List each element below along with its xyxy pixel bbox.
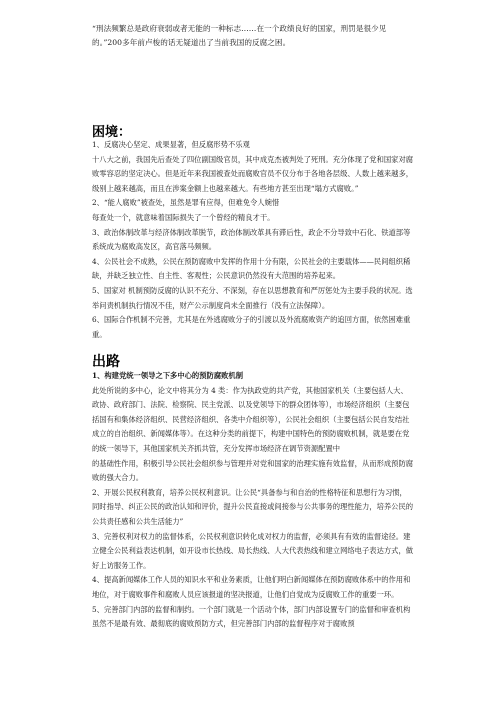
way-out-item: 3、完善权利对权力的监督体系，公民权利意识转化成对权力的监督，必须具有有效的监督途径。建立健全公民利益表达机制，如开设市长热线、局长热线、人大代表热线和建立网络电子表达方式，做好上访服务工作。 bbox=[92, 531, 414, 570]
difficulties-list bbox=[92, 138, 414, 342]
difficulty-item: 2、“能人腐败”被查处，虽然是罪有应得，但难免令人婉惜 bbox=[92, 198, 280, 208]
difficulties-heading: 困境： bbox=[92, 125, 132, 140]
difficulty-item: 5、国家对 机制预防反腐的认识不充分、不深刻，存在以思想教育和严厉惩处为主要手段的状况。选举问责机制执行情况不佳，财产公示制度尚未全面推行（没有立法保障）。 bbox=[92, 285, 413, 310]
way-out-item: 此处所说的多中心，论文中将其分为 4 类：作为执政党的共产党，其他国家机关（主要包括人大、政协、政府部门、法院、检察院、民主党派、以及党领导下的群众团体等），市场经济组织（主要包括国有和集体经济组织、民营经济组织、各类中介组织等），公民社会组织（主要包括公民自发结社成立的自治组织、新闻媒体等）。在这种分类的前提下，构建中国特色的预防腐败机制，就是要在党的统一领导下，其他国家机关齐抓共管，充分发挥市场经济在调节资源配置中 bbox=[92, 385, 410, 453]
way-out-item: 4、提高新闻媒体工作人员的知识水平和业务素质，让他们明白新闻媒体在预防腐败体系中的作用和地位，对于腐败事件和腐败人员应该报道的坚决报道，让他们自觉成为反腐败工作的重要一环。 bbox=[92, 575, 411, 599]
difficulty-item: 4、公民社会不成熟，公民在预防腐败中发挥的作用十分有限，公民社会的主要载体——民间组织稀缺，并缺乏独立性、自主性、客观性；公民意识仍然没有大范围的培养起来。 bbox=[92, 256, 411, 281]
way-out-item: 2、开展公民权利教育，培养公民权利意识。让公民“具备参与和自治的性格特征和思想行为习惯，同时指导、纠正公民的政治认知和评价，提升公民直接或间接参与公共事务的理性能力，培养公民的公共责任感和公共生活能力” bbox=[92, 487, 414, 526]
difficulty-item: 每查处一个，就意味着国际损失了一个曾经的精良才干。 bbox=[92, 212, 275, 222]
difficulty-item: 3、政治体制改革与经济体制改革脱节，政治体制改革具有滞后性，政企不分导致中石化、铁道部等系统成为腐败高发区，高官落马频频。 bbox=[92, 227, 411, 252]
difficulty-item: 十八大之前，我国先后查处了四位副国级官员，其中成克杰被判处了死刑。充分体现了党和国家对腐败零容忍的坚定决心。但是近年来我国被查处而腐败官员不仅分布于各地各层级、人数上越来越多，级别上越来越高，而且在涉案金额上也越来越大。有些地方甚至出现“塌方式腐败。” bbox=[92, 154, 414, 193]
way-out-subheading: 1、构建党统一领导之下多中心的预防腐败机制 bbox=[92, 371, 244, 380]
difficulty-item: 1、反腐决心坚定、成果显著，但反腐形势不乐观 bbox=[92, 140, 250, 149]
way-out-item: 的基础性作用，积极引导公民社会组织参与管理并对党和国家的治理实施有效监督，从而形成预防腐败的强大合力。 bbox=[92, 458, 414, 483]
intro-paragraph: “刑法频繁总是政府衰弱或者无能的一种标志……在一个政绩良好的国家，刑罚是很少见的。”200多年前卢梭的话无疑道出了当前我国的反腐之困。 bbox=[92, 24, 387, 47]
difficulty-item: 6、国际合作机制不完善，尤其是在外逃腐败分子的引渡以及外流腐败资产的追回方面，依然困难重重。 bbox=[92, 315, 411, 339]
way-out-item: 5、完善部门内部的监督和制约。一个部门就是一个活动个体，部门内部设置专门的监督和审查机构虽然不是最有效、最彻底的腐败预防方式，但完善部门内部的监督程序对于腐败预 bbox=[92, 604, 411, 629]
way-out-list bbox=[92, 369, 414, 632]
way-out-heading: 出路 bbox=[92, 354, 120, 370]
